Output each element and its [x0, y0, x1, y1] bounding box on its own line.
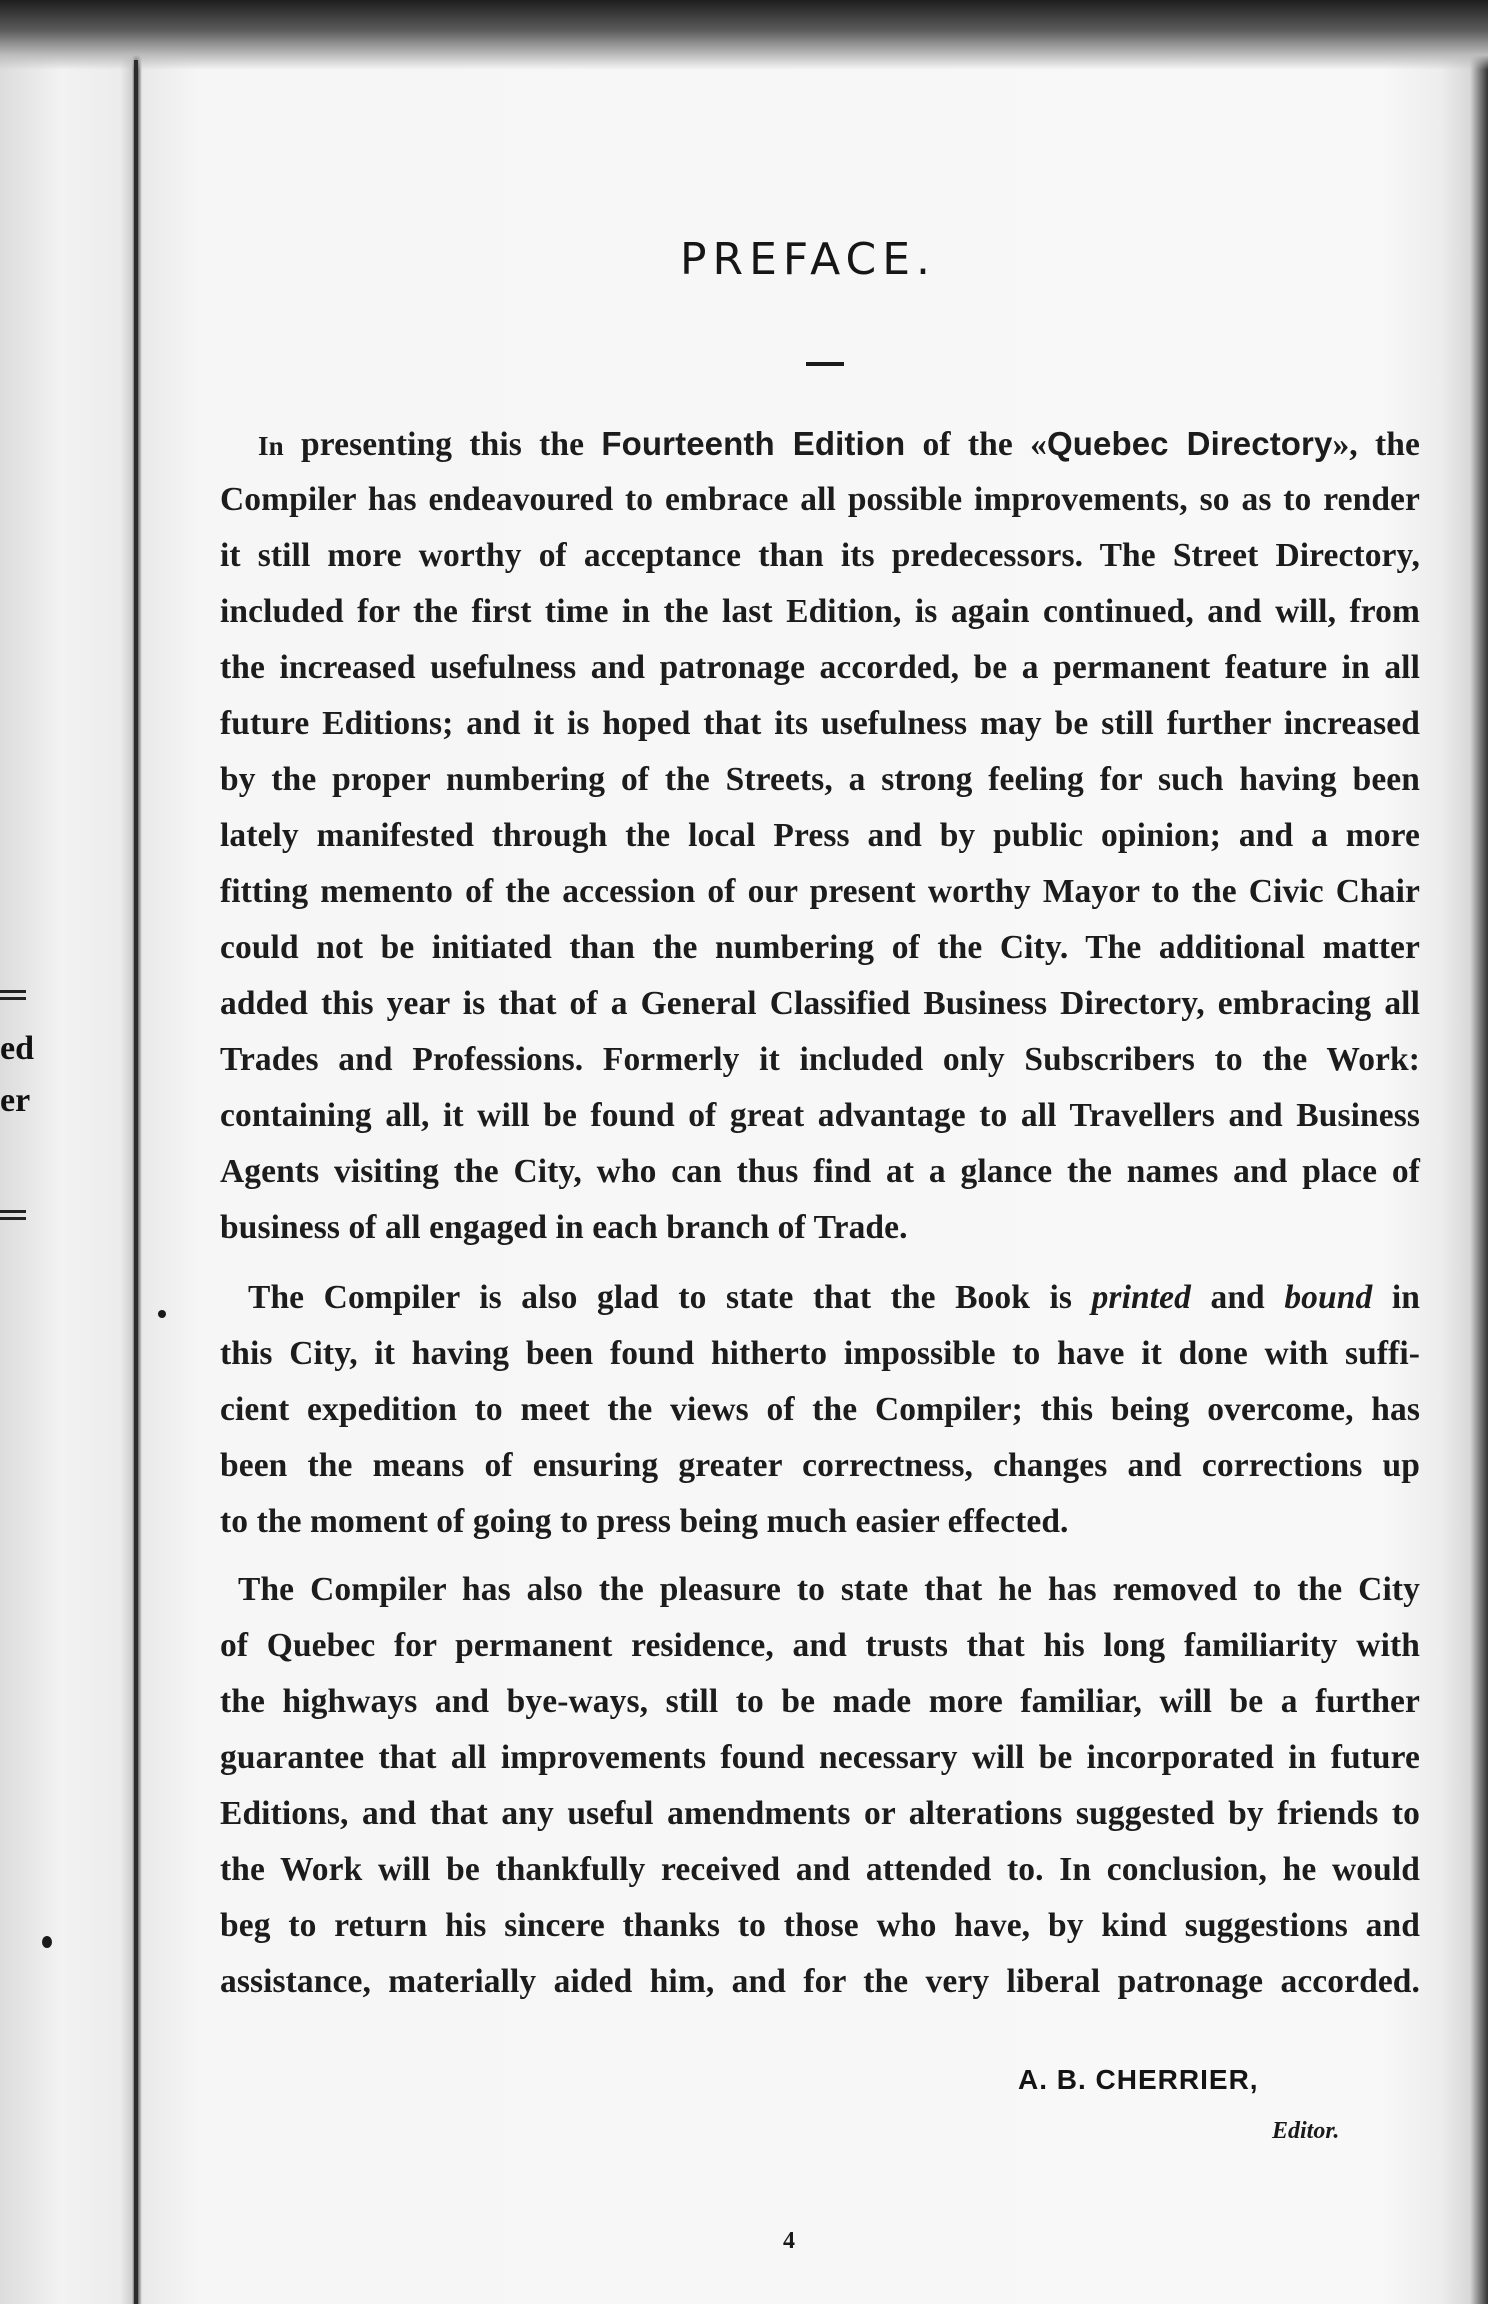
paragraph-3-line: Editions, and that any useful amendments or alterations suggested by friends to	[220, 1795, 1420, 1832]
paragraph-3-line: the Work will be thankfully received and attended to. In conclusion, he would	[220, 1851, 1420, 1888]
paragraph-1-line: could not be initiated than the numbering of the City. The additional matter	[220, 929, 1420, 966]
paragraph-1-line: future Editions; and it is hoped that its usefulness may be still further increased	[220, 705, 1420, 742]
ink-speck	[158, 1310, 166, 1318]
paragraph-1-line-1	[220, 424, 1420, 466]
paragraph-1-line: business of all engaged in each branch of Trade.	[220, 1209, 908, 1246]
lead-smallcaps: In	[258, 431, 284, 461]
paragraph-1-line: Agents visiting the City, who can thus find at a glance the names and place of	[220, 1153, 1420, 1190]
paragraph-1-line: by the proper numbering of the Streets, a strong feeling for such having been	[220, 761, 1420, 798]
text-run: presenting this the	[301, 426, 585, 463]
left-margin-rule	[0, 1210, 26, 1220]
edition-name: Fourteenth Edition	[601, 425, 906, 462]
left-margin-fragment-2: er	[0, 1082, 31, 1119]
paragraph-1-line: the increased usefulness and patronage accorded, be a permanent feature in all	[220, 649, 1420, 686]
paragraph-3-line: beg to return his sincere thanks to those who have, by kind suggestions and	[220, 1907, 1420, 1944]
paragraph-3-line: of Quebec for permanent residence, and trusts that his long familiarity with	[220, 1627, 1420, 1664]
editor-signature: A. B. CHERRIER,	[1018, 2064, 1259, 2095]
binding-gutter	[134, 60, 138, 2304]
directory-name: Quebec Directory	[1046, 425, 1333, 462]
paragraph-2-line: been the means of ensuring greater correctness, changes and corrections up	[220, 1447, 1420, 1484]
editor-role: Editor.	[1272, 2118, 1340, 2144]
paragraph-3-line: assistance, materially aided him, and for the very liberal patronage accorded.	[220, 1963, 1420, 2000]
paragraph-3-line: the highways and bye-ways, still to be made more familiar, will be a further	[220, 1683, 1420, 1720]
page-title: PREFACE.	[680, 234, 937, 285]
emphasis-printed: printed	[1091, 1279, 1191, 1316]
paragraph-1-line: Compiler has endeavoured to embrace all possible improvements, so as to render	[220, 481, 1420, 518]
paragraph-2-line: this City, it having been found hitherto impossible to have it done with suffi-	[220, 1335, 1420, 1372]
left-margin-fragment-1: ed	[0, 1030, 34, 1067]
emphasis-bound: bound	[1284, 1279, 1373, 1316]
title-dash	[806, 362, 844, 366]
paragraph-3-line: guarantee that all improvements found necessary will be incorporated in future	[220, 1739, 1420, 1776]
paragraph-1-line: fitting memento of the accession of our present worthy Mayor to the Civic Chair	[220, 873, 1420, 910]
paragraph-1-line: it still more worthy of acceptance than its predecessors. The Street Directory,	[220, 537, 1420, 574]
paragraph-2-line: cient expedition to meet the views of the Compiler; this being overcome, has	[220, 1391, 1420, 1428]
top-edge-shadow	[0, 0, 1488, 70]
text-run: in	[1391, 1279, 1420, 1316]
ink-speck	[42, 1936, 52, 1948]
left-margin-rule	[0, 990, 26, 1000]
text-run: of the «	[922, 426, 1047, 463]
paragraph-1-line: containing all, it will be found of great advantage to all Travellers and Business	[220, 1097, 1420, 1134]
paragraph-1-line: Trades and Professions. Formerly it included only Subscribers to the Work:	[220, 1041, 1420, 1078]
page-number: 4	[783, 2228, 795, 2254]
paragraph-1-line: lately manifested through the local Press and by public opinion; and a more	[220, 817, 1420, 854]
paragraph-1-line: added this year is that of a General Classified Business Directory, embracing all	[220, 985, 1420, 1022]
paragraph-2-line-1	[220, 1278, 1420, 1318]
text-run: and	[1210, 1279, 1265, 1316]
text-run: », the	[1332, 426, 1420, 463]
text-run: The Compiler is also glad to state that the Book is	[248, 1279, 1073, 1316]
paragraph-1-line: included for the first time in the last Edition, is again continued, and will, from	[220, 593, 1420, 630]
paragraph-3-line: The Compiler has also the pleasure to state that he has removed to the City	[238, 1571, 1420, 1608]
paragraph-2-line: to the moment of going to press being much easier effected.	[220, 1503, 1069, 1540]
